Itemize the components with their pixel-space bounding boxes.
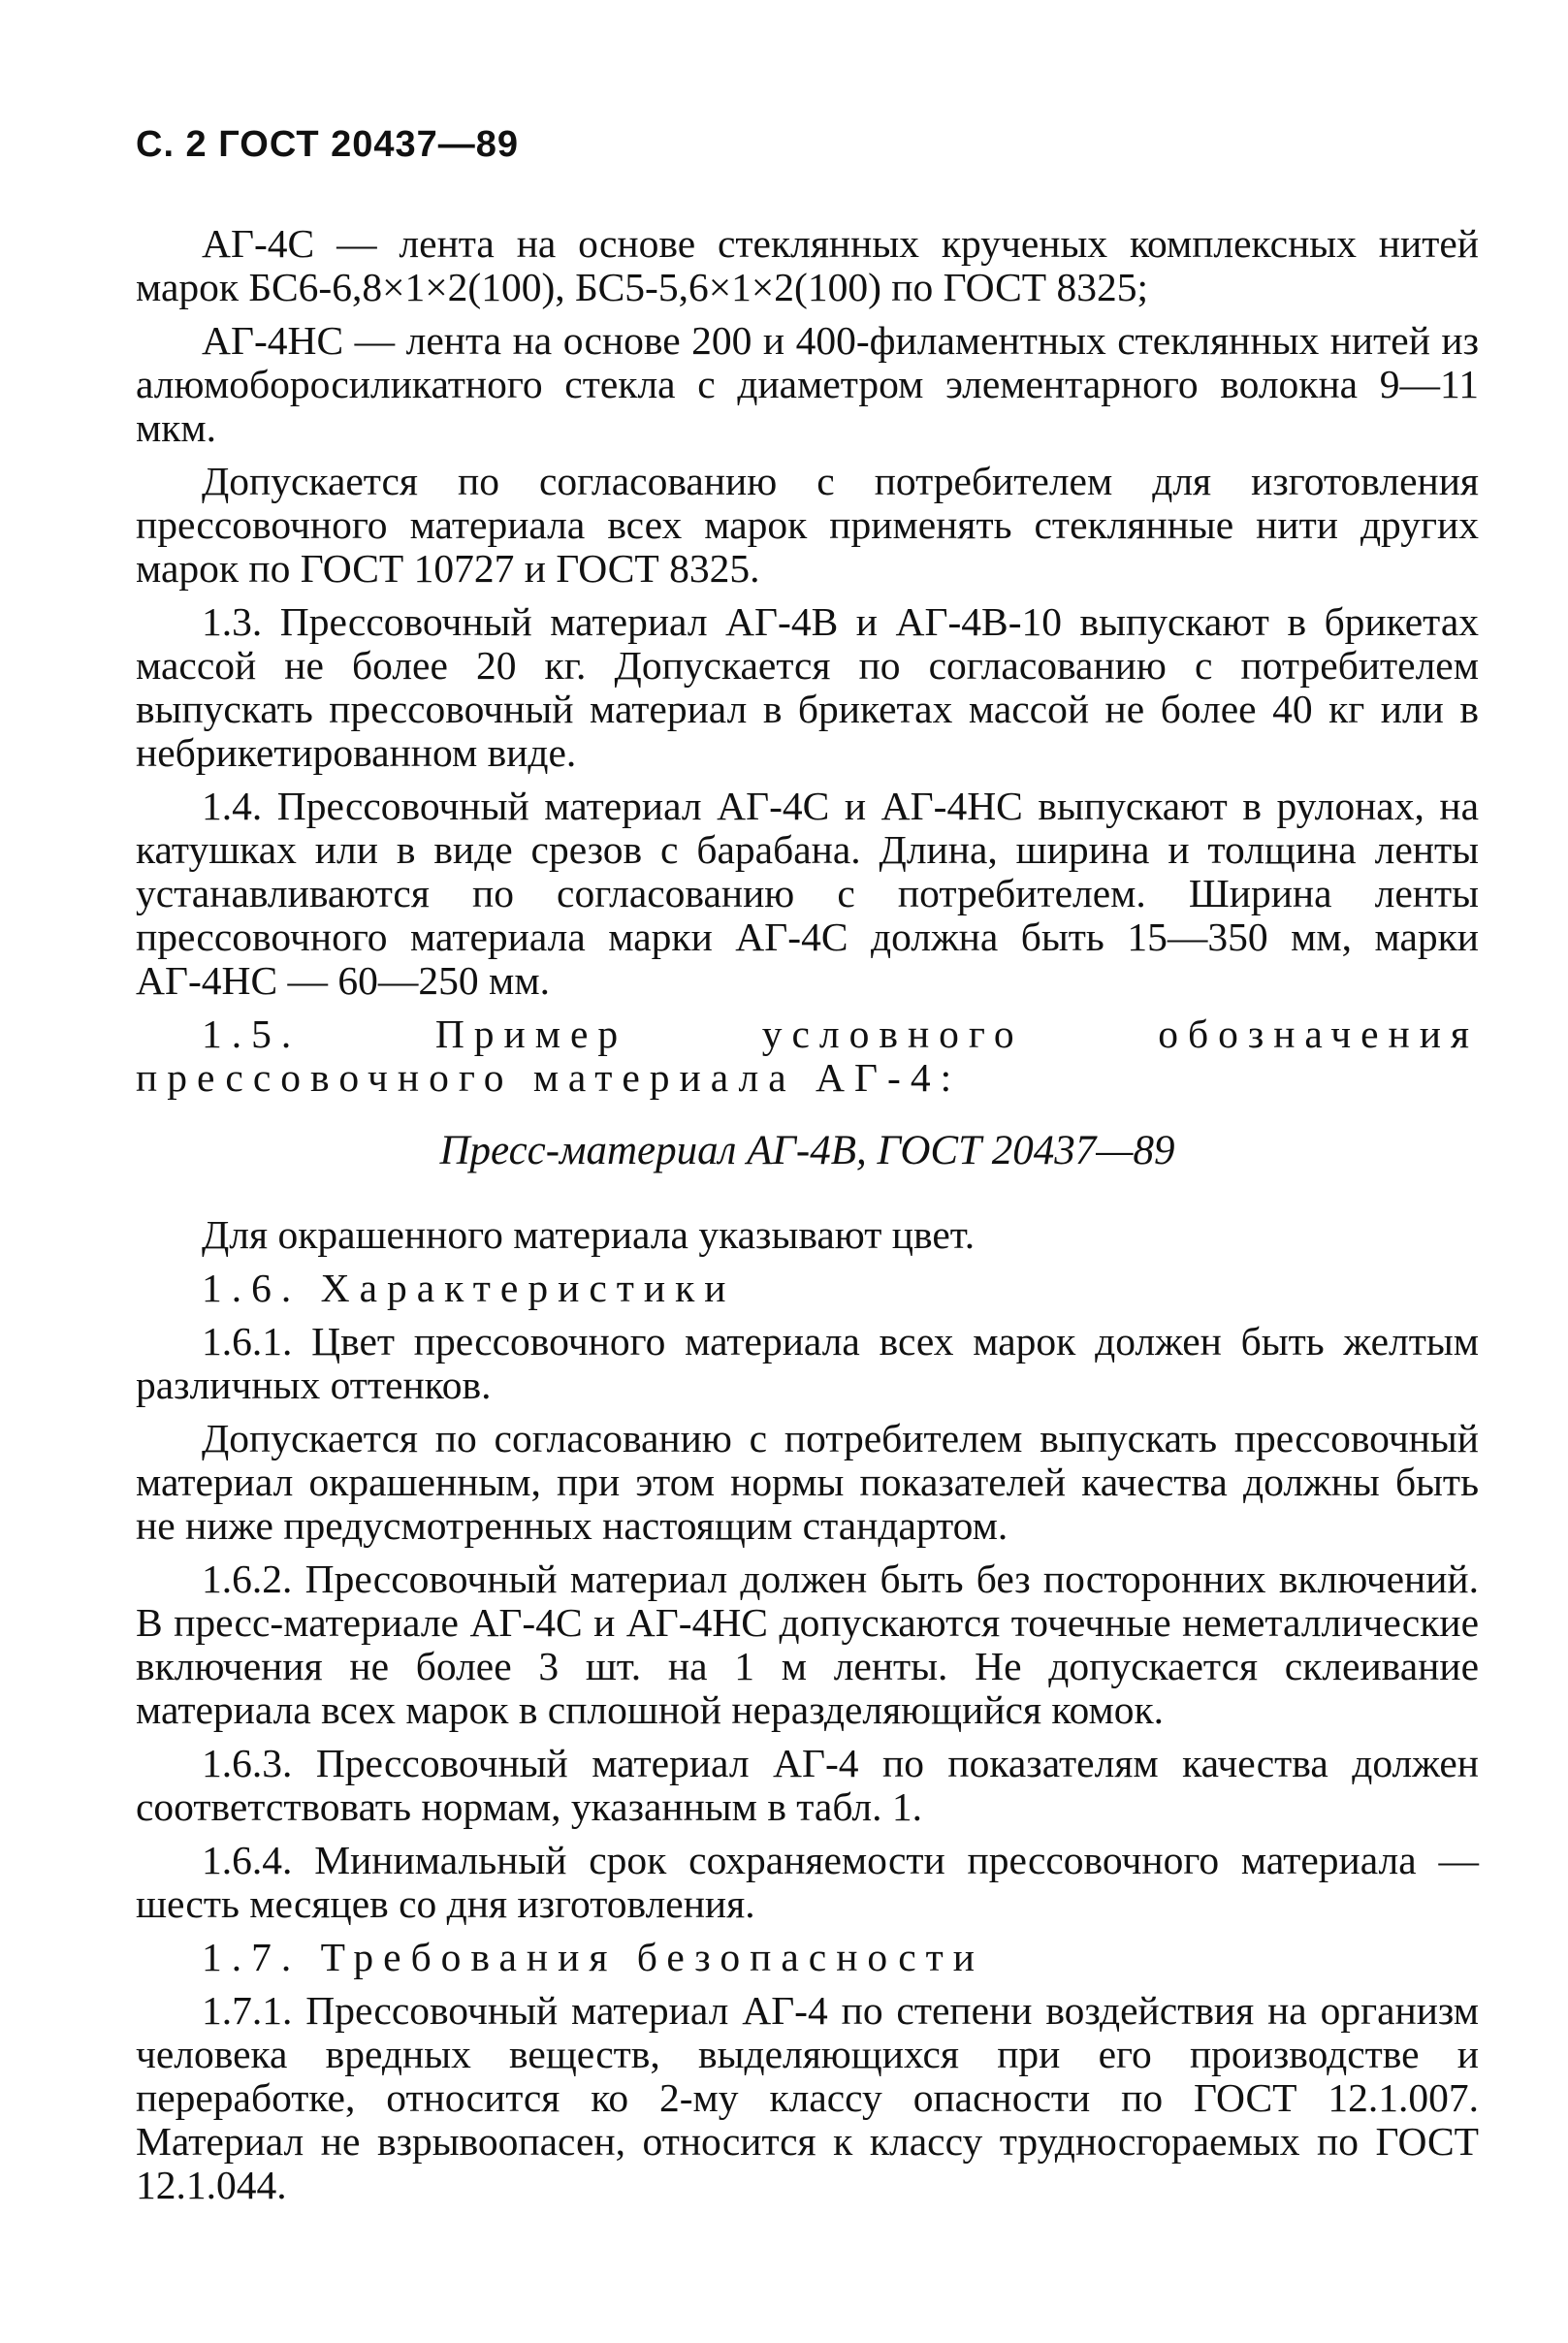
clause-1-7-1: 1.7.1. Прессовочный материал АГ-4 по степени воздействия на организм человека вредных веществ, выделяющихся при его производстве и переработке, относится ко 2-му классу опасности по ГОСТ 12.1.007. Материал не взрывоопасен, относится к классу трудносгораемых по ГОСТ 12.1.044. bbox=[136, 1988, 1479, 2207]
clause-1-6-1: 1.6.1. Цвет прессовочного материала всех марок должен быть желтым различных оттенков. bbox=[136, 1319, 1479, 1407]
color-note: Для окрашенного материала указывают цвет. bbox=[202, 1212, 976, 1257]
paragraph-colored-material: Допускается по согласованию с потребителем выпускать прессовочный материал окрашенным, при этом нормы показателей качества должны быть не ниже предусмотренных настоящим стандартом. bbox=[136, 1416, 1479, 1548]
section-1-7-heading: 1.7. Требования безопасности bbox=[202, 1935, 984, 1979]
section-1-6-heading: 1.6. Характеристики bbox=[202, 1266, 736, 1310]
document-page bbox=[136, 124, 1479, 2217]
page-header: С. 2 ГОСТ 20437—89 bbox=[136, 124, 520, 165]
paragraph-ag4s: АГ-4С — лента на основе стеклянных крученых комплексных нитей марок БС6-6,8×1×2(100), БС5-5,6×1×2(100) по ГОСТ 8325; bbox=[136, 221, 1479, 309]
designation-example: Пресс-материал АГ-4В, ГОСТ 20437—89 bbox=[439, 1128, 1175, 1173]
paragraph-ag4ns: АГ-4НС — лента на основе 200 и 400-филаментных стеклянных нитей из алюмоборосиликатного стекла с диаметром элементарного волокна 9—11 мкм. bbox=[136, 318, 1479, 450]
clause-1-4: 1.4. Прессовочный материал АГ-4С и АГ-4НС выпускают в рулонах, на катушках или в виде срезов с барабана. Длина, ширина и толщина ленты устанавливаются по согласованию с потребителем. Ширина ленты прессовочного материала марки АГ-4С должна быть 15—350 мм, марки АГ-4НС — 60—250 мм. bbox=[136, 784, 1479, 1003]
clause-1-6-2: 1.6.2. Прессовочный материал должен быть без посторонних включений. В пресс-материале АГ-4С и АГ-4НС допускаются точечные неметаллические включения не более 3 шт. на 1 м ленты. Не допускается склеивание материала всех марок в сплошной неразделяющийся комок. bbox=[136, 1557, 1479, 1732]
clause-1-5-heading: 1.5. Пример условного обозначения прессовочного материала АГ-4: bbox=[136, 1011, 1479, 1100]
paragraph-allowed-threads: Допускается по согласованию с потребителем для изготовления прессовочного материала всех марок применять стеклянные нити других марок по ГОСТ 10727 и ГОСТ 8325. bbox=[136, 459, 1479, 591]
clause-1-6-3: 1.6.3. Прессовочный материал АГ-4 по показателям качества должен соответствовать нормам, указанным в табл. 1. bbox=[136, 1741, 1479, 1829]
clause-1-3: 1.3. Прессовочный материал АГ-4В и АГ-4В-10 выпускают в брикетах массой не более 20 кг. Допускается по согласованию с потребителем выпускать прессовочный материал в брикетах массой не более 40 кг или в небрикетированном виде. bbox=[136, 599, 1479, 775]
clause-1-6-4: 1.6.4. Минимальный срок сохраняемости прессовочного материала — шесть месяцев со дня изготовления. bbox=[136, 1838, 1479, 1926]
